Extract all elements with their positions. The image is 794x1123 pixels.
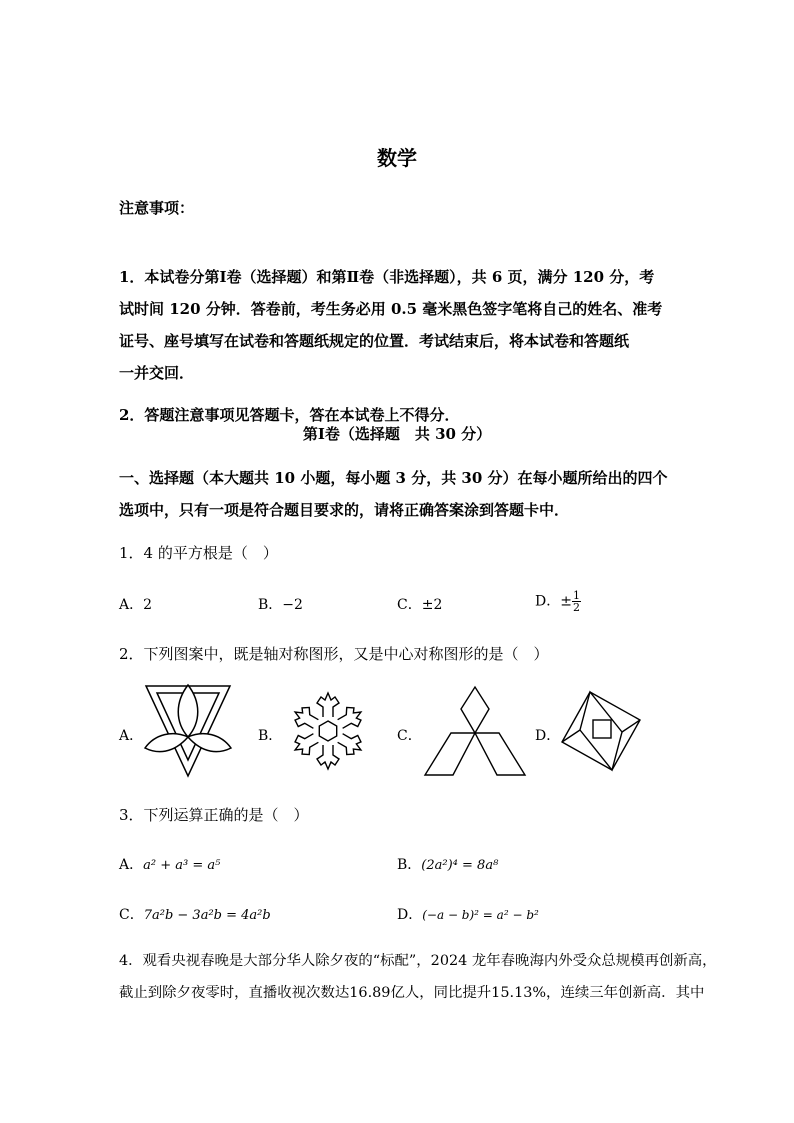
fraction-denominator: 2 (572, 601, 580, 614)
notice-item1-line2: 试时间 120 分钟．答卷前，考生务必用 0.5 毫米黑色签字笔将自己的姓名、准考 (119, 300, 663, 318)
q3-option-c-expr: 7a²b − 3a²b = 4a²b (143, 908, 271, 923)
notice-item1-line1: 1．本试卷分第Ⅰ卷（选择题）和第Ⅱ卷（非选择题），共 6 页，满分 120 分，考 (119, 268, 655, 286)
q3-option-d (397, 904, 539, 924)
q3-option-d-label: D． (397, 907, 423, 923)
q2-option-a: A． (119, 728, 144, 744)
page-title: 数学 (377, 146, 417, 170)
triangle-leaf-figure (143, 680, 233, 780)
q1-option-d-prefix: D．± (535, 593, 572, 610)
q3-option-b (397, 854, 498, 874)
q3-option-a (119, 854, 220, 874)
notice-heading: 注意事项： (119, 199, 195, 217)
q1-option-b: B．−2 (258, 597, 303, 613)
q2-option-b: B． (258, 728, 283, 744)
q3-option-c (119, 904, 271, 924)
q1-option-d (535, 590, 581, 613)
section1-instr-line1: 一、选择题（本大题共 10 小题，每小题 3 分，共 30 分）在每小题所给出的四个 (119, 469, 668, 487)
q4-line2: 截止到除夕夜零时，直播收视次数达16.89亿人，同比提升15.13%，连续三年创新高．其中 (119, 985, 705, 1001)
three-rhombus-figure (423, 685, 527, 777)
section1-title: 第Ⅰ卷（选择题 共 30 分） (302, 425, 492, 443)
fraction (572, 590, 581, 613)
section1-instr-line2: 选项中，只有一项是符合题目要求的，请将正确答案涂到答题卡中． (119, 501, 570, 519)
q1-stem: 1．4 的平方根是（ ） (119, 544, 278, 562)
q4-line1: 4．观看央视春晚是大部分华人除夕夜的“标配”，2024 龙年春晚海内外受众总规模再创新高， (119, 953, 717, 969)
snowflake-figure (283, 685, 373, 777)
q3-option-d-expr: (−a − b)² = a² − b² (422, 908, 539, 922)
q3-option-b-label: B． (397, 857, 422, 873)
q1-option-c: C．±2 (397, 597, 443, 613)
q1-option-a: A．2 (119, 597, 153, 613)
q3-option-c-label: C． (119, 907, 144, 923)
q2-option-d: D． (535, 728, 561, 744)
notice-item2: 2．答题注意事项见答题卡，答在本试卷上不得分． (119, 406, 460, 424)
q3-option-a-expr: a² + a³ = a⁵ (143, 858, 221, 873)
pinwheel-square-figure (560, 690, 642, 772)
notice-item1-line3: 证号、座号填写在试卷和答题纸规定的位置．考试结束后，将本试卷和答题纸 (119, 332, 630, 350)
fraction-numerator: 1 (572, 589, 580, 602)
notice-item1-line4: 一并交回． (119, 364, 195, 382)
q3-stem: 3．下列运算正确的是（ ） (119, 806, 309, 824)
q3-option-b-expr: (2a²)⁴ = 8a⁸ (421, 858, 499, 873)
q2-stem: 2．下列图案中，既是轴对称图形，又是中心对称图形的是（ ） (119, 645, 549, 663)
q3-option-a-label: A． (119, 857, 144, 873)
q2-option-c: C． (397, 728, 422, 744)
